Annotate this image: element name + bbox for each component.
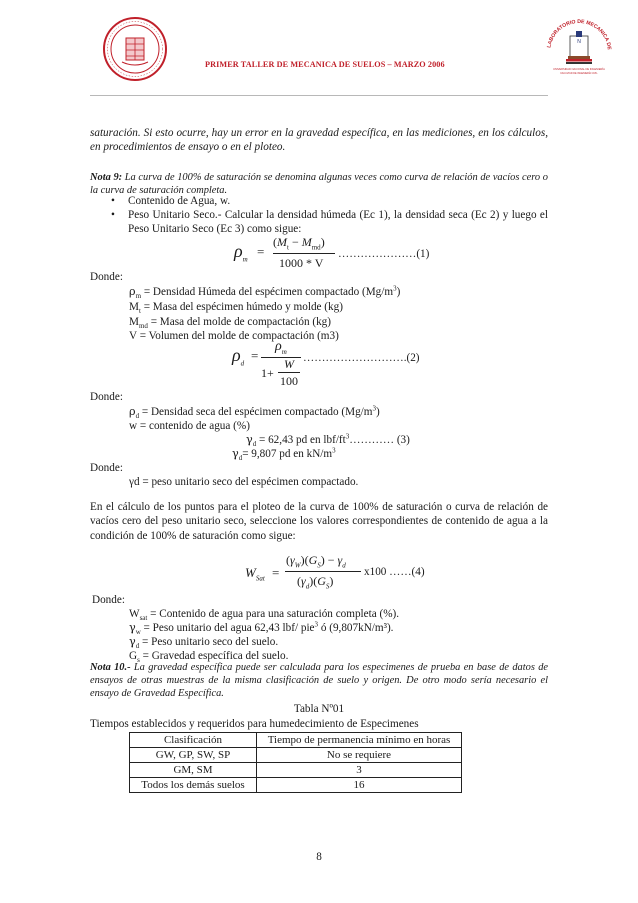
eq4-lhs: $W_{Sat}$ (245, 565, 265, 583)
donde-2-line-2: w = contenido de agua (%) (129, 420, 250, 432)
table-caption: Tiempos establecidos y requeridos para humedecimiento de Especimenes (90, 718, 419, 730)
nota-9-label: Nota 9: (90, 172, 123, 183)
header-divider (90, 95, 548, 96)
donde-4-line-4: $G_s$ = Gravedad específica del suelo. (129, 650, 289, 665)
emblem-caption-2: FACULTAD DE INGENIERÍA CIVIL (560, 72, 598, 75)
eq2-fraction-bar (261, 357, 301, 358)
donde-4-label: Donde: (92, 594, 125, 606)
table-cell: No se requiere (257, 748, 462, 763)
eq1-denominator: 1000 * V (279, 256, 324, 270)
eq3: $\gamma_d = 62,43$ pd en lbf/$ft^3\dots\dots\dots\dots$ (3) (246, 432, 410, 449)
table-header-cell: Clasificación (130, 733, 257, 748)
intro-paragraph: saturación. Si esto ocurre, hay un error en la gravedad específica, en las mediciones, en los cálculos, en procedimientos de ensayo o en el ploteo. (90, 127, 548, 154)
table-title: Tabla Nº01 (293, 703, 345, 715)
nota-10-text: La gravedad específica puede ser calculada para los especimenes de prueba en base de datos de ensayos de otras muestras de la misma clasificación de suelo y origen. De otro modo sería necesario el ensayo de Gravedad Específica. (90, 662, 548, 699)
emblem-arc-text: LABORATORIO DE MECANICA DE (546, 19, 612, 51)
donde-1-line-2: $M_t$ = Masa del espécimen húmedo y molde (kg) (129, 301, 343, 316)
table-cell: 16 (257, 778, 462, 793)
donde-4-line-1: $W_{sat}$ = Contenido de agua para una saturación completa (%). (129, 608, 400, 623)
eq2-inner-bar (278, 372, 300, 373)
eq2-lhs: $\rho_d$ (232, 345, 245, 368)
page-header-title: PRIMER TALLER DE MECANICA DE SUELOS – MARZO 2006 (205, 60, 445, 69)
donde-3-label: Donde: (90, 462, 123, 474)
table-header-cell: Tiempo de permanencia mínimo en horas (257, 733, 462, 748)
eq4-denominator: $(\gamma_d)(G_S)$ (297, 574, 334, 591)
eq2-den-w: W (284, 357, 294, 371)
table-row (130, 763, 462, 778)
table-cell: GW, GP, SW, SP (130, 748, 257, 763)
donde-1-line-1: $\rho_m$ = Densidad Húmeda del espécimen compactado $(Mg/m^3)$ (129, 284, 401, 301)
eq2-tag: ……………………….(2) (303, 352, 420, 364)
eq3b: $\gamma_d= 9,807$ pd en $kN/m^3$ (232, 446, 336, 463)
donde-2-label: Donde: (90, 391, 123, 403)
nota-9-text: La curva de 100% de saturación se denomina algunas veces como curva de relación de vacíos cero o la curva de saturación completa. (90, 172, 548, 196)
donde-1-line-4: V = Volumen del molde de compactación (m3) (129, 330, 339, 342)
eq4-fraction-bar (285, 571, 361, 572)
donde-4-line-3: $\gamma_d$ = Peso unitario seco del suelo. (129, 635, 279, 651)
eq2-den-one: 1+ (261, 366, 274, 380)
bullet-2: Peso Unitario Seco.- Calcular la densidad húmeda (Ec 1), la densidad seca (Ec 2) y luego el Peso Unitario Seco (Ec 3) como sigue: (128, 209, 548, 236)
donde-1-label: Donde: (90, 271, 123, 283)
eq1-fraction-bar (273, 253, 335, 254)
bullet-1: Contenido de Agua, w. (128, 195, 231, 207)
donde-1-line-3: $M_{md}$ = Masa del molde de compactación (kg) (129, 316, 331, 331)
paragraph-100-saturation: En el cálculo de los puntos para el ploteo de la curva de 100% de saturación o curva de relación de vacíos cero del peso unitario seco, seleccione los valores correspondientes de contenido de agua a la condición de 100% de saturación como sigue: (90, 501, 548, 542)
page-number: 8 (316, 851, 322, 863)
table-row (130, 748, 462, 763)
university-seal-logo (102, 16, 168, 82)
table-humedecimiento (129, 732, 462, 793)
donde-4-line-2: $\gamma_w$ = Peso unitario del agua 62,43 lbf/ pie$^3$ ó (9,807kN/m³). (129, 620, 394, 637)
bullet-2-marker: • (111, 209, 115, 221)
eq4-tag: x100 ……(4) (364, 566, 425, 578)
donde-3-line: γd = peso unitario seco del espécimen compactado. (129, 476, 359, 488)
donde-2-line-1: $\rho_d$ = Densidad seca del espécimen compactado $(Mg/m^3)$ (129, 404, 380, 421)
nota-10 (90, 661, 548, 700)
table-cell: Todos los demás suelos (130, 778, 257, 793)
eq1-lhs: $\rho_m$ (234, 241, 248, 264)
eq2-den-100: 100 (280, 374, 298, 388)
bullet-1-marker: • (111, 195, 115, 207)
svg-text:N: N (577, 39, 581, 45)
table-header-row (130, 733, 462, 748)
table-row (130, 778, 462, 793)
eq4-numerator: $(\gamma_W)(G_S) - \gamma_d$ (286, 553, 346, 570)
soil-lab-emblem-logo (542, 12, 616, 86)
table-cell: GM, SM (130, 763, 257, 778)
nota-10-label: Nota 10.- (90, 662, 131, 673)
table-cell: 3 (257, 763, 462, 778)
eq1-tag: …………………(1) (338, 248, 430, 260)
eq2-numerator: $\rho_m$ (275, 339, 287, 356)
eq1-numerator: $(M_t - M_{md})$ (273, 235, 325, 252)
emblem-caption-1: UNIVERSIDAD NACIONAL DE INGENIERÍA (553, 68, 605, 71)
